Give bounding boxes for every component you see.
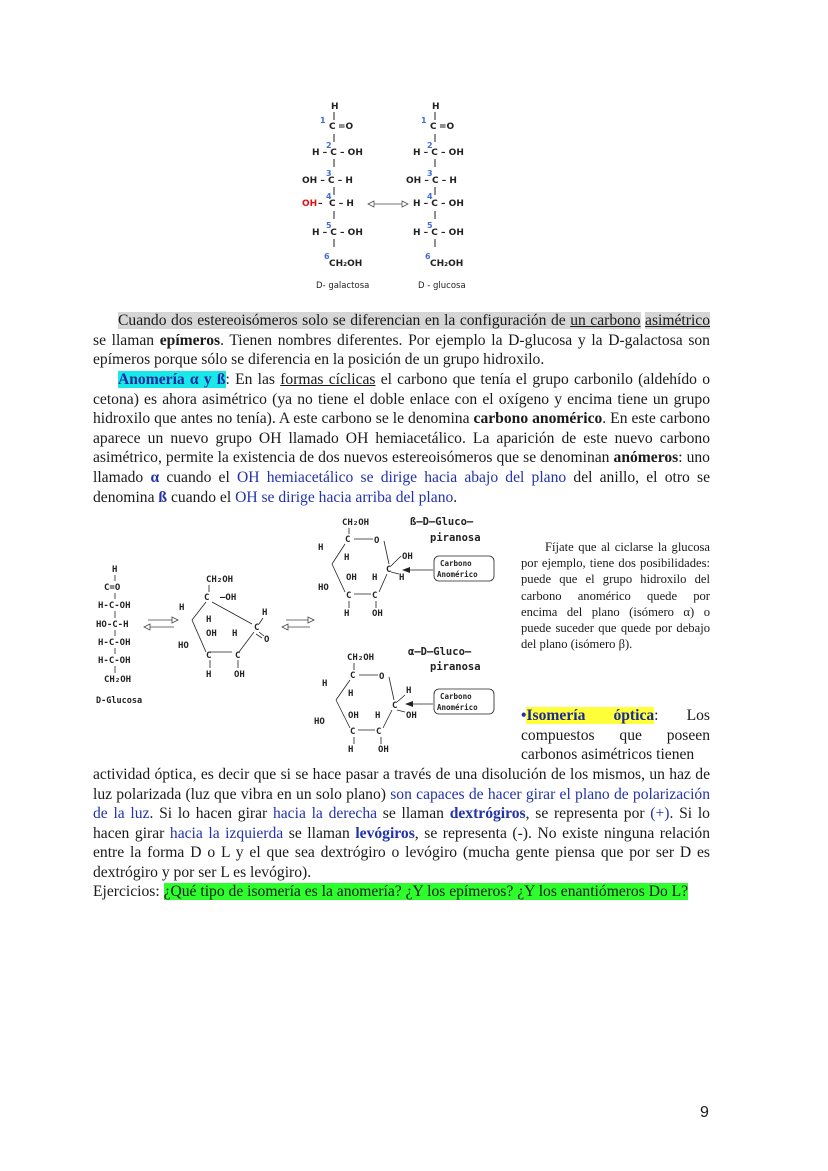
exercise-paragraph [93, 882, 710, 902]
galactosa-row3: OH – C – H [302, 176, 353, 186]
svg-text:OH: OH [206, 629, 217, 639]
alpha-title-1: α–D–Gluco– [408, 646, 472, 658]
glucosa-row3: OH – C – H [406, 176, 457, 186]
galactosa-row2: H – C – OH [312, 148, 363, 158]
svg-text:OH: OH [234, 670, 245, 680]
para2-e: . En este carbono aparece un nuevo grupo OH llamado OH hemiacetálico. La aparición de este nuevo carbono asimétrico, permite la existencia de dos nuevos estereoisómeros que se denominan [93, 410, 710, 467]
svg-text:6: 6 [425, 252, 431, 261]
galactosa-row5: H – C – OH [312, 228, 363, 238]
svg-text:–: – [318, 199, 323, 209]
svg-text:H: H [232, 629, 238, 639]
para3-n: , se representa (-). No existe ninguna relación entre la forma D o L y el que sea dextrógiro o levógiro (mucha gente piensa que por ser D es dextrógiro y por ser L es levógiro). [93, 824, 711, 881]
anomeria-paragraph [93, 370, 710, 507]
alpha-anom-1: Carbono [440, 692, 472, 701]
svg-text:H: H [406, 686, 412, 696]
svg-text:C: C [204, 593, 210, 603]
side-note: Fíjate que al ciclarse la glucosa por ejemplo, tiene dos posibilidades: puede que el grupo hidroxilo del carbono anomérico quede por encima del plano (isómero α) o puede suceder que quede por debajo del plano (isómero β). [521, 540, 710, 652]
glucosa-row4: H – C – OH [413, 199, 464, 209]
open-cho: C=O [104, 583, 121, 593]
isomeria-optica-heading: Isomería óptica [526, 707, 655, 724]
svg-text:3: 3 [427, 169, 433, 178]
beta-anom-2: Anomérico [437, 570, 478, 579]
exercise-text: ¿Qué tipo de isomería es la anomería? ¿Y los epímeros? ¿Y los enantiómeros Do L? [163, 883, 689, 900]
para3-b: actividad óptica, es decir que si se hace pasar a través de una disolución de los mismos, un haz de luz polarizada (luz que vibra en un solo plano) [93, 766, 710, 803]
num-6: 6 [324, 252, 330, 261]
para3-h: , se representa por [525, 805, 651, 823]
svg-text:H: H [322, 679, 328, 689]
galactosa-c1: C [329, 122, 336, 132]
galactosa-row6: CH₂OH [329, 259, 363, 269]
para3-l: se llaman [283, 824, 356, 842]
svg-text:HO: HO [318, 583, 329, 593]
open-row5: H-C-OH [98, 656, 131, 666]
svg-text:HO: HO [314, 717, 325, 727]
svg-text:C: C [376, 727, 382, 737]
galactosa-eq-o: =O [338, 122, 354, 132]
svg-text:C: C [392, 701, 398, 711]
galactosa-oh4: OH [302, 199, 318, 209]
beta-anom-1: Carbono [440, 559, 472, 568]
open-row6: CH₂OH [104, 675, 132, 685]
para2-j: del anillo, el otro se denomina [93, 468, 710, 506]
svg-text:C: C [372, 591, 378, 601]
glucosa-row2: H – C – OH [413, 148, 464, 158]
para1-d: se llaman [93, 331, 160, 349]
para2-a: : En las [225, 371, 281, 388]
num-4: 4 [326, 192, 332, 201]
para3-j: . Si lo hacen girar [93, 805, 710, 842]
svg-text:H: H [318, 543, 324, 553]
exercise-label: Ejercicios: [93, 883, 164, 900]
anomeros: anómeros [613, 449, 679, 467]
svg-text:C: C [350, 727, 356, 737]
open-row3: HO-C-H [96, 620, 129, 630]
svg-text:H: H [206, 670, 212, 680]
num-5: 5 [326, 221, 332, 230]
plus-sign: (+) [650, 805, 670, 823]
para1-c: asimétrico [645, 312, 710, 329]
svg-text:H: H [399, 573, 405, 583]
galactosa-row4: C – H [329, 199, 354, 209]
beta-ch2oh: CH₂OH [342, 518, 370, 528]
hacia-izquierda: hacia la izquierda [169, 824, 284, 842]
formas-ciclicas: formas cíclicas [280, 371, 376, 388]
svg-text:C: C [235, 651, 241, 661]
svg-text:OH: OH [378, 745, 389, 755]
alpha-symbol: α [150, 468, 160, 486]
svg-text:HO: HO [178, 641, 189, 651]
alpha-title-2: piranosa [430, 661, 481, 673]
anomeria-heading: Anomería α y ß [118, 371, 226, 388]
svg-text:H: H [375, 711, 381, 721]
svg-text:OH: OH [346, 573, 357, 583]
dextrogiros: dextrógiros [449, 805, 526, 823]
svg-text:—OH: —OH [220, 593, 237, 603]
svg-text:=O: =O [439, 122, 455, 132]
page-number: 9 [700, 1104, 709, 1121]
glucosa-label: D - glucosa [418, 281, 466, 291]
svg-text:C: C [254, 623, 260, 633]
svg-text:C: C [386, 565, 392, 575]
hacia-derecha: hacia la derecha [272, 805, 378, 823]
svg-text:OH: OH [348, 711, 359, 721]
levogiros: levógiros [355, 824, 415, 842]
para3-f: se llaman [377, 805, 450, 823]
cyclization-figure [92, 512, 516, 762]
svg-text:H: H [348, 689, 354, 699]
open-h: H [112, 565, 118, 575]
svg-text:4: 4 [427, 192, 433, 201]
num-2: 2 [326, 141, 332, 150]
svg-text:H: H [432, 102, 440, 112]
galactosa-glucosa-figure [296, 96, 486, 296]
para3-d: . Si lo hacen girar [149, 805, 273, 823]
beta-title-1: ß–D–Gluco– [410, 516, 474, 528]
svg-text:O: O [374, 536, 380, 546]
svg-text:H: H [348, 745, 354, 755]
num-1: 1 [320, 116, 326, 125]
open-row2: H-C-OH [98, 601, 131, 611]
svg-text:O: O [264, 635, 270, 645]
svg-text:C: C [430, 122, 437, 132]
svg-text:2: 2 [427, 141, 433, 150]
para2-m: . [453, 488, 458, 506]
svg-text:OH: OH [372, 609, 383, 619]
bullet: • [521, 707, 527, 724]
svg-text:H: H [344, 609, 350, 619]
svg-text:H: H [372, 573, 378, 583]
svg-text:H: H [179, 603, 185, 613]
para2-c: el carbono que tenía el grupo carbonilo (aldehído o cetona) es ahora asimétrico (ya no tiene el doble enlace con el oxígeno y encima tiene un grupo hidroxilo que antes no tenía). A este carbono se le denomina [93, 371, 710, 428]
svg-text:H: H [262, 608, 268, 618]
svg-text:5: 5 [427, 221, 433, 230]
svg-text:C: C [350, 671, 356, 681]
glucosa-row5: H – C – OH [413, 228, 464, 238]
d-glucosa-label: D-Glucosa [96, 696, 143, 706]
beta-title-2: piranosa [430, 532, 481, 544]
svg-text:O: O [379, 672, 385, 682]
beta-symbol: ß [158, 488, 168, 506]
svg-text:C: C [346, 591, 352, 601]
alpha-anom-2: Anomérico [437, 703, 478, 712]
svg-text:C: C [345, 535, 351, 545]
galactosa-label: D- galactosa [316, 281, 370, 291]
alpha-ch2oh: CH₂OH [347, 653, 375, 663]
glucosa-row6: CH₂OH [430, 259, 464, 269]
isomeria-optica-paragraph [93, 765, 710, 883]
svg-text:OH: OH [406, 711, 417, 721]
para1-b: un carbono [570, 312, 641, 329]
oh-arriba: OH se dirige hacia arriba del plano [235, 488, 454, 506]
para1-a: Cuando dos estereoisómeros solo se diferencian en la configuración de [118, 312, 571, 329]
para1-epimeros: epímeros [159, 331, 221, 349]
svg-text:C: C [206, 651, 212, 661]
svg-text:H: H [206, 615, 212, 625]
middle-ch2oh: CH₂OH [206, 575, 234, 585]
para2-g: : uno llamado [93, 449, 710, 486]
epimeros-paragraph [93, 311, 710, 370]
para3-a: : Los compuestos que poseen carbonos asimétricos tienen [521, 707, 710, 764]
plano-polarizacion: son capaces de hacer girar el plano de polarización de la luz [93, 785, 710, 823]
open-row4: H-C-OH [98, 638, 131, 648]
para1-f: . Tienen nombres diferentes. Por ejemplo la D-glucosa y la D-galactosa son epímeros porque sólo se diferencia en la posición de un grupo hidroxilo. [93, 331, 710, 369]
para2-h: cuando el [159, 468, 238, 486]
svg-text:H: H [344, 553, 350, 563]
galactosa-h-top: H [331, 102, 339, 112]
num-3: 3 [326, 169, 332, 178]
isomeria-optica-intro [521, 706, 710, 765]
svg-text:OH: OH [402, 552, 413, 562]
oh-abajo: OH hemiacetálico se dirige hacia abajo del plano [237, 468, 567, 486]
svg-text:1: 1 [421, 116, 427, 125]
carbono-anomerico: carbono anomérico [473, 410, 603, 428]
para2-k: cuando el [167, 488, 236, 506]
